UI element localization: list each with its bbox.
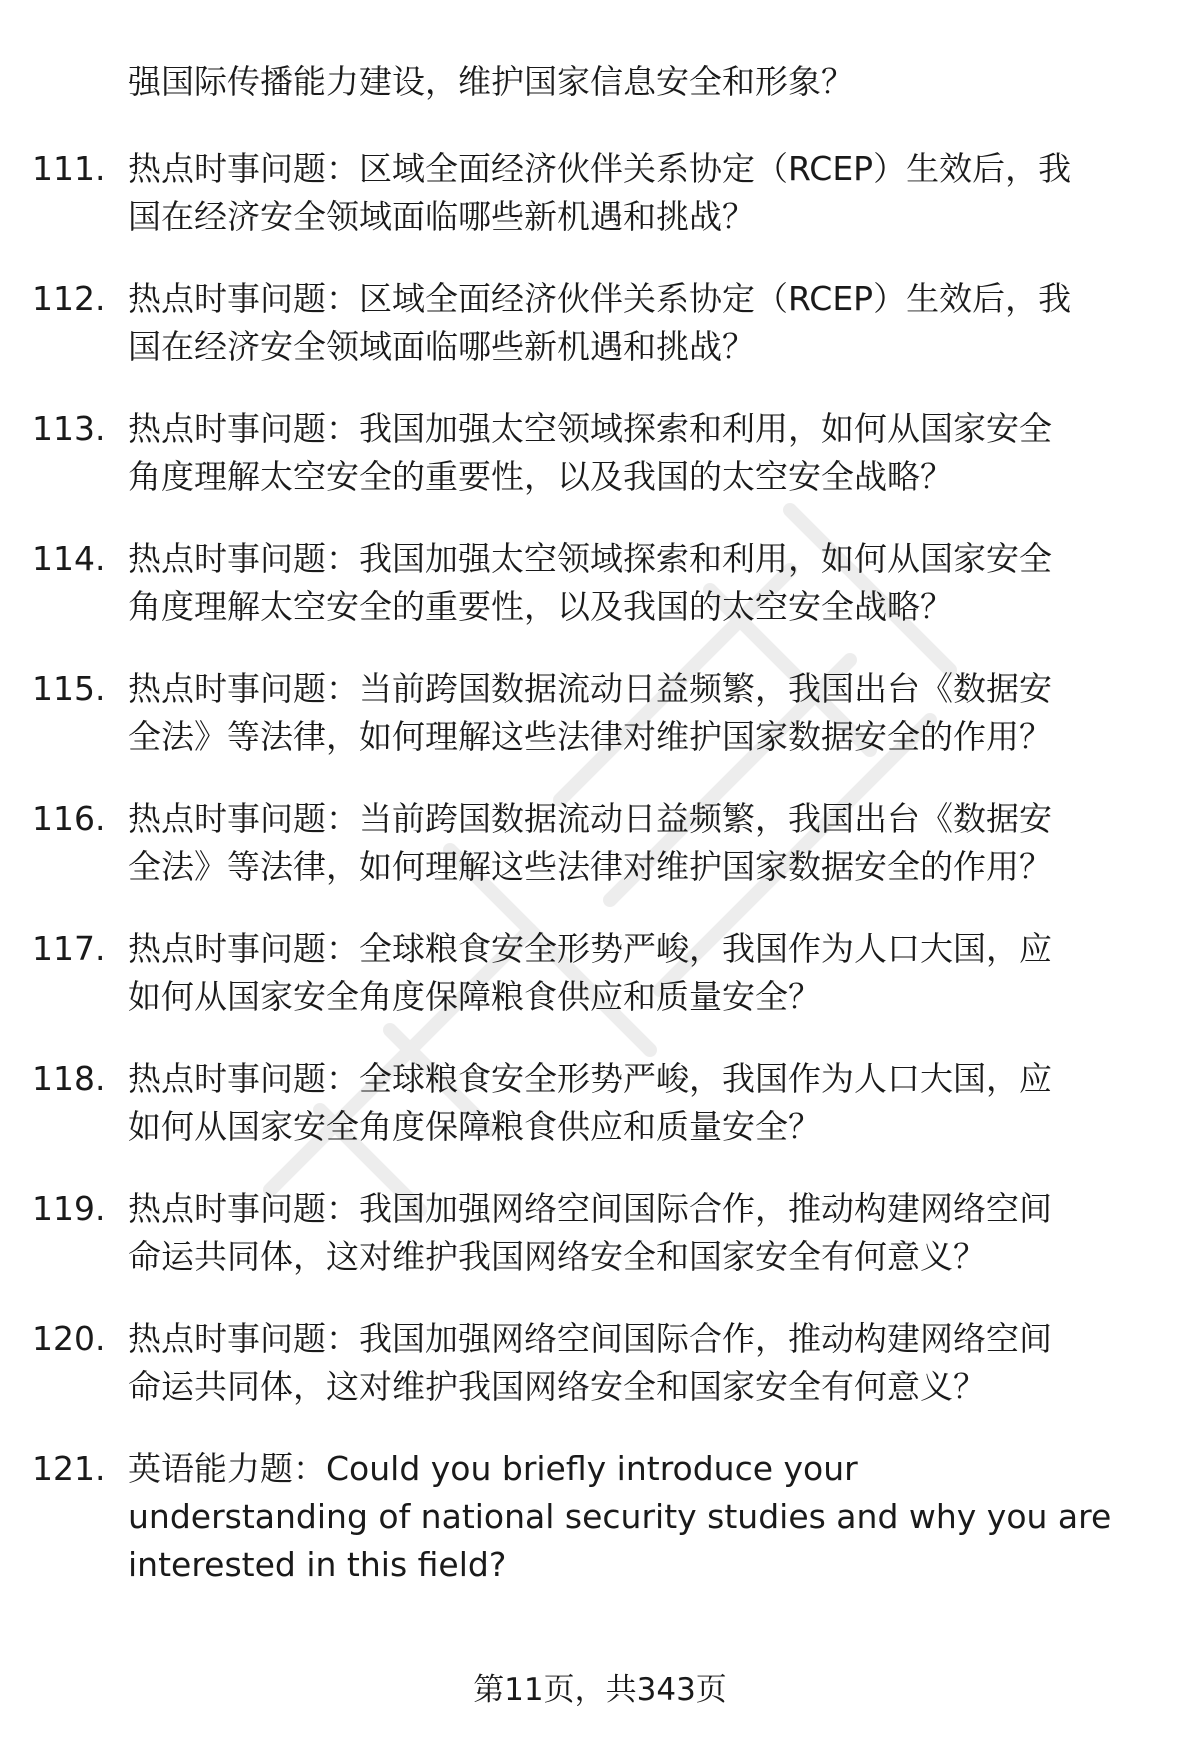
question-text-line: 热点时事问题：我国加强太空领域探索和利用，如何从国家安全 xyxy=(128,539,1052,578)
question-text-line: 热点时事问题：我国加强网络空间国际合作，推动构建网络空间 xyxy=(128,1319,1052,1358)
question-text-line: 如何从国家安全角度保障粮食供应和质量安全？ xyxy=(128,977,821,1016)
question-text-line: 热点时事问题：当前跨国数据流动日益频繁，我国出台《数据安 xyxy=(128,799,1052,838)
question-text-line: 热点时事问题：区域全面经济伙伴关系协定（RCEP）生效后，我 xyxy=(128,279,1072,318)
continued-question-text: 强国际传播能力建设，维护国家信息安全和形象？ xyxy=(128,62,854,101)
question-number: 114. xyxy=(32,539,106,578)
question-text-line: 热点时事问题：全球粮食安全形势严峻，我国作为人口大国，应 xyxy=(128,1059,1052,1098)
question-text-line: 热点时事问题：全球粮食安全形势严峻，我国作为人口大国，应 xyxy=(128,929,1052,968)
question-item xyxy=(0,405,1200,501)
question-number: 112. xyxy=(32,279,106,318)
question-item xyxy=(0,1445,1200,1589)
question-text-line: 热点时事问题：区域全面经济伙伴关系协定（RCEP）生效后，我 xyxy=(128,149,1072,188)
question-number: 113. xyxy=(32,409,106,448)
question-text-line: 国在经济安全领域面临哪些新机遇和挑战？ xyxy=(128,327,755,366)
question-item xyxy=(0,925,1200,1021)
question-text-line: 角度理解太空安全的重要性，以及我国的太空安全战略？ xyxy=(128,457,953,496)
question-item xyxy=(0,275,1200,371)
question-number: 119. xyxy=(32,1189,106,1228)
question-number: 120. xyxy=(32,1319,106,1358)
question-text-line: 如何从国家安全角度保障粮食供应和质量安全？ xyxy=(128,1107,821,1146)
question-text-line: 全法》等法律，如何理解这些法律对维护国家数据安全的作用？ xyxy=(128,847,1052,886)
question-text-line: 热点时事问题：我国加强太空领域探索和利用，如何从国家安全 xyxy=(128,409,1052,448)
question-item xyxy=(0,1055,1200,1151)
question-item xyxy=(0,1185,1200,1281)
question-item xyxy=(0,795,1200,891)
question-text-line: 命运共同体，这对维护我国网络安全和国家安全有何意义？ xyxy=(128,1367,986,1406)
question-item xyxy=(0,145,1200,241)
question-number: 121. xyxy=(32,1449,106,1488)
question-text-line: 热点时事问题：我国加强网络空间国际合作，推动构建网络空间 xyxy=(128,1189,1052,1228)
question-text-line: 英语能力题：Could you briefly introduce your xyxy=(128,1449,858,1488)
question-text-line: 角度理解太空安全的重要性，以及我国的太空安全战略？ xyxy=(128,587,953,626)
question-item xyxy=(0,535,1200,631)
question-number: 118. xyxy=(32,1059,106,1098)
question-text-line: 全法》等法律，如何理解这些法律对维护国家数据安全的作用？ xyxy=(128,717,1052,756)
page-number-footer: 第11页，共343页 xyxy=(473,1672,727,1708)
question-text-line: 国在经济安全领域面临哪些新机遇和挑战？ xyxy=(128,197,755,236)
question-item xyxy=(0,1315,1200,1411)
question-number: 115. xyxy=(32,669,106,708)
question-list xyxy=(0,145,1200,1623)
question-number: 116. xyxy=(32,799,106,838)
question-text-line: interested in this field? xyxy=(128,1545,507,1584)
question-text-line: understanding of national security studies and why you are xyxy=(128,1497,1112,1536)
question-text-line: 命运共同体，这对维护我国网络安全和国家安全有何意义？ xyxy=(128,1237,986,1276)
question-item xyxy=(0,665,1200,761)
question-text-line: 热点时事问题：当前跨国数据流动日益频繁，我国出台《数据安 xyxy=(128,669,1052,708)
question-number: 117. xyxy=(32,929,106,968)
question-number: 111. xyxy=(32,149,106,188)
